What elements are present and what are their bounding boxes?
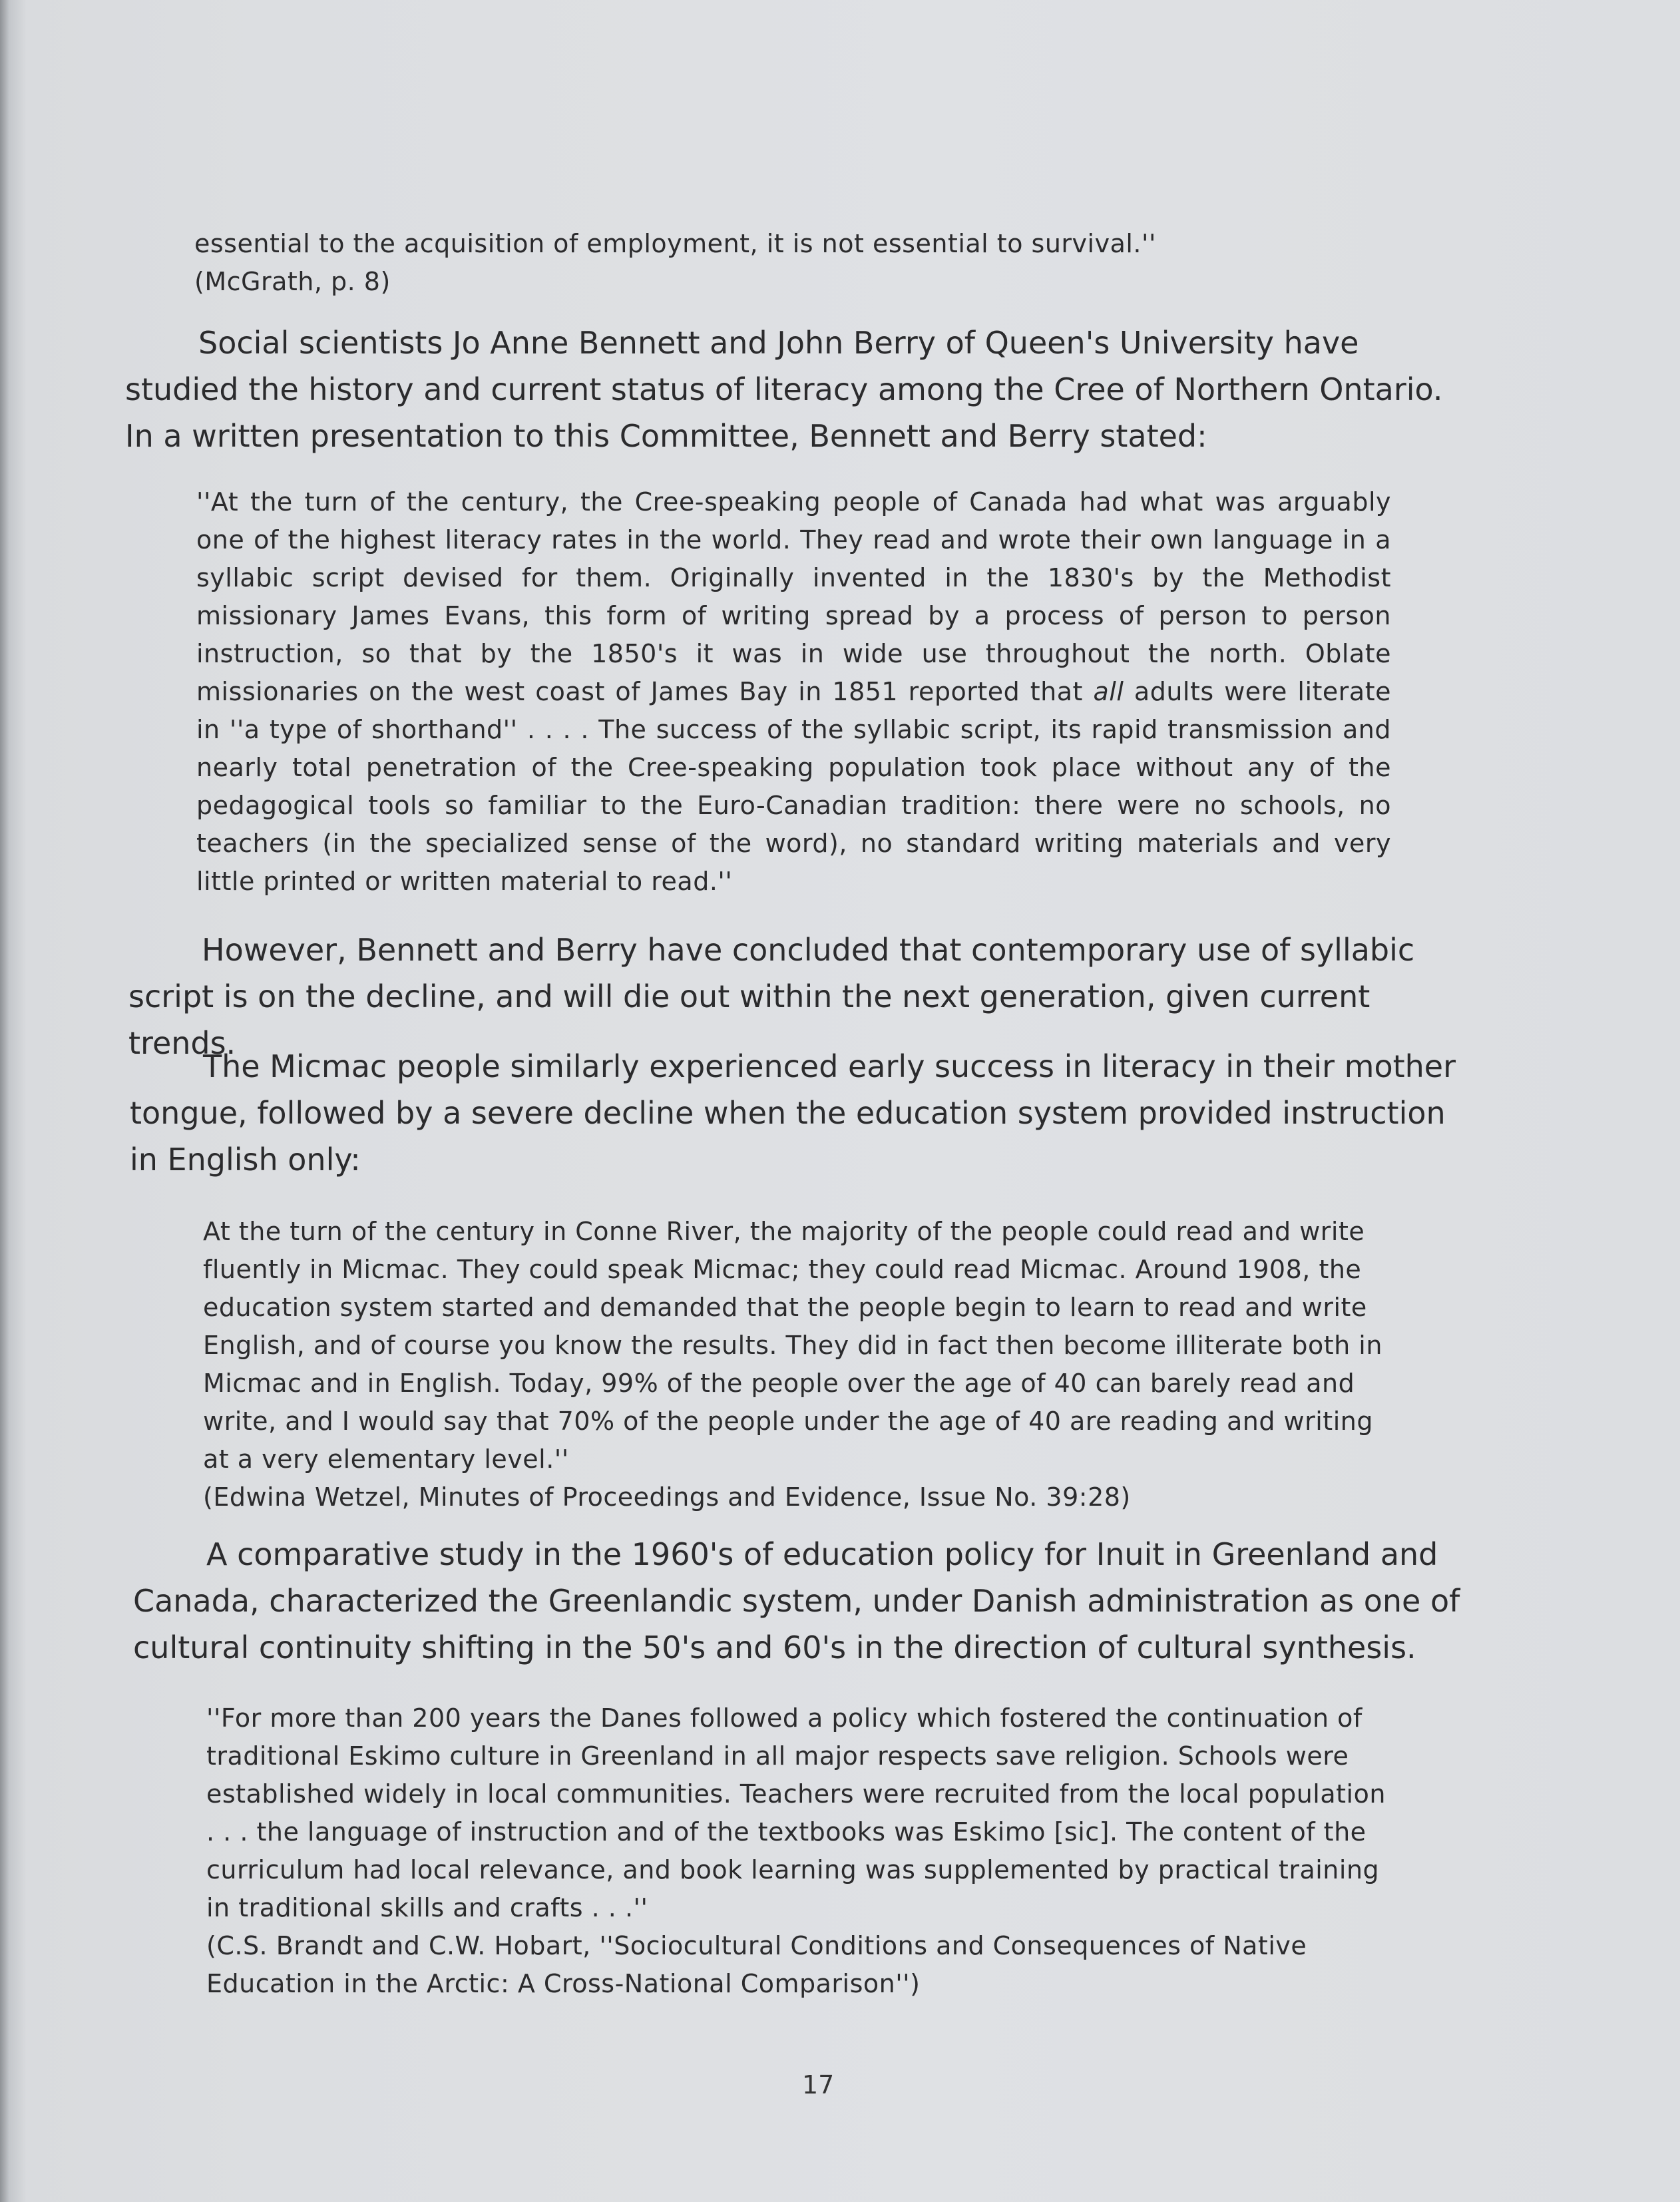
top-quote-citation: (McGrath, p. 8) [194, 267, 391, 296]
paragraph-micmac: The Micmac people similarly experienced early success in literacy in their mother tongue, followed by a severe decline when the education system provided instruction in English only: [130, 1048, 1456, 1178]
paragraph-greenland-study: A comparative study in the 1960's of education policy for Inuit in Greenland and Canada, characterized the Greenlandic system, under Danish administration as one of cultural continuity shifting in the 50's and 60's in the direction of cultural synthesis. [133, 1536, 1460, 1665]
page-number: 17 [802, 2070, 835, 2099]
micmac-quote-citation: (Edwina Wetzel, Minutes of Proceedings and Evidence, Issue No. 39:28) [203, 1482, 1131, 1512]
micmac-quote [203, 1213, 1401, 1516]
danish-quote-citation: (C.S. Brandt and C.W. Hobart, ''Sociocultural Conditions and Consequences of Native Education in the Arctic: A Cross-National Comparison'') [206, 1931, 1307, 1998]
paragraph-syllabic-decline: However, Bennett and Berry have concluded that contemporary use of syllabic script is on the decline, and will die out within the next generation, given current trends. [128, 932, 1415, 1061]
danish-quote-text: ''For more than 200 years the Danes followed a policy which fostered the continuation of traditional Eskimo culture in Greenland in all major respects save religion. Schools were established widely in local communities. Teachers were recruited from the local population . . . the language of instruction and of the textbooks was Eskimo [sic]. The content of the curriculum had local relevance, and book learning was supplemented by practical training in traditional skills and crafts . . .'' [206, 1703, 1386, 1922]
quote-emphasis: all [1093, 677, 1124, 706]
paragraph-bennett-berry: Social scientists Jo Anne Bennett and John Berry of Queen's University have studied the history and current status of literacy among the Cree of Northern Ontario. In a written presentation to this Committee, Bennett and Berry stated: [125, 325, 1443, 454]
cree-literacy-quote [196, 483, 1391, 901]
micmac-quote-text: At the turn of the century in Conne River, the majority of the people could read and write fluently in Micmac. They could speak Micmac; they could read Micmac. Around 1908, the education system started and demanded that the people begin to learn to read and write English, and of course you know the results. They did in fact then become illiterate both in Micmac and in English. Today, 99% of the people over the age of 40 can barely read and write, and I would say that 70% of the people under the age of 40 are reading and writing at a very elementary level.'' [203, 1217, 1382, 1474]
quote-text-end: adults were literate in ''a type of shorthand'' . . . . The success of the syllabic script, its rapid transmission and nearly total penetration of the Cree-speaking population took place without any of the pedagogical tools so familiar to the Euro-Canadian tradition: there were no schools, no teachers (in the specialized sense of the word), no standard writing materials and very little printed or written material to read.'' [196, 677, 1391, 896]
top-quote-line: essential to the acquisition of employment, it is not essential to survival.'' [194, 229, 1156, 258]
quote-text-start: ''At the turn of the century, the Cree-speaking people of Canada had what was arguably one of the highest literacy rates in the world. They read and wrote their own language in a syllabic script devised for them. Originally invented in the 1830's by the Methodist missionary James Evans, this form of writing spread by a process of person to person instruction, so that by the 1850's it was in wide use throughout the north. Oblate missionaries on the west coast of James Bay in 1851 reported that [196, 487, 1391, 706]
danish-policy-quote [206, 1699, 1401, 2003]
top-quote-continuation [194, 225, 1392, 301]
